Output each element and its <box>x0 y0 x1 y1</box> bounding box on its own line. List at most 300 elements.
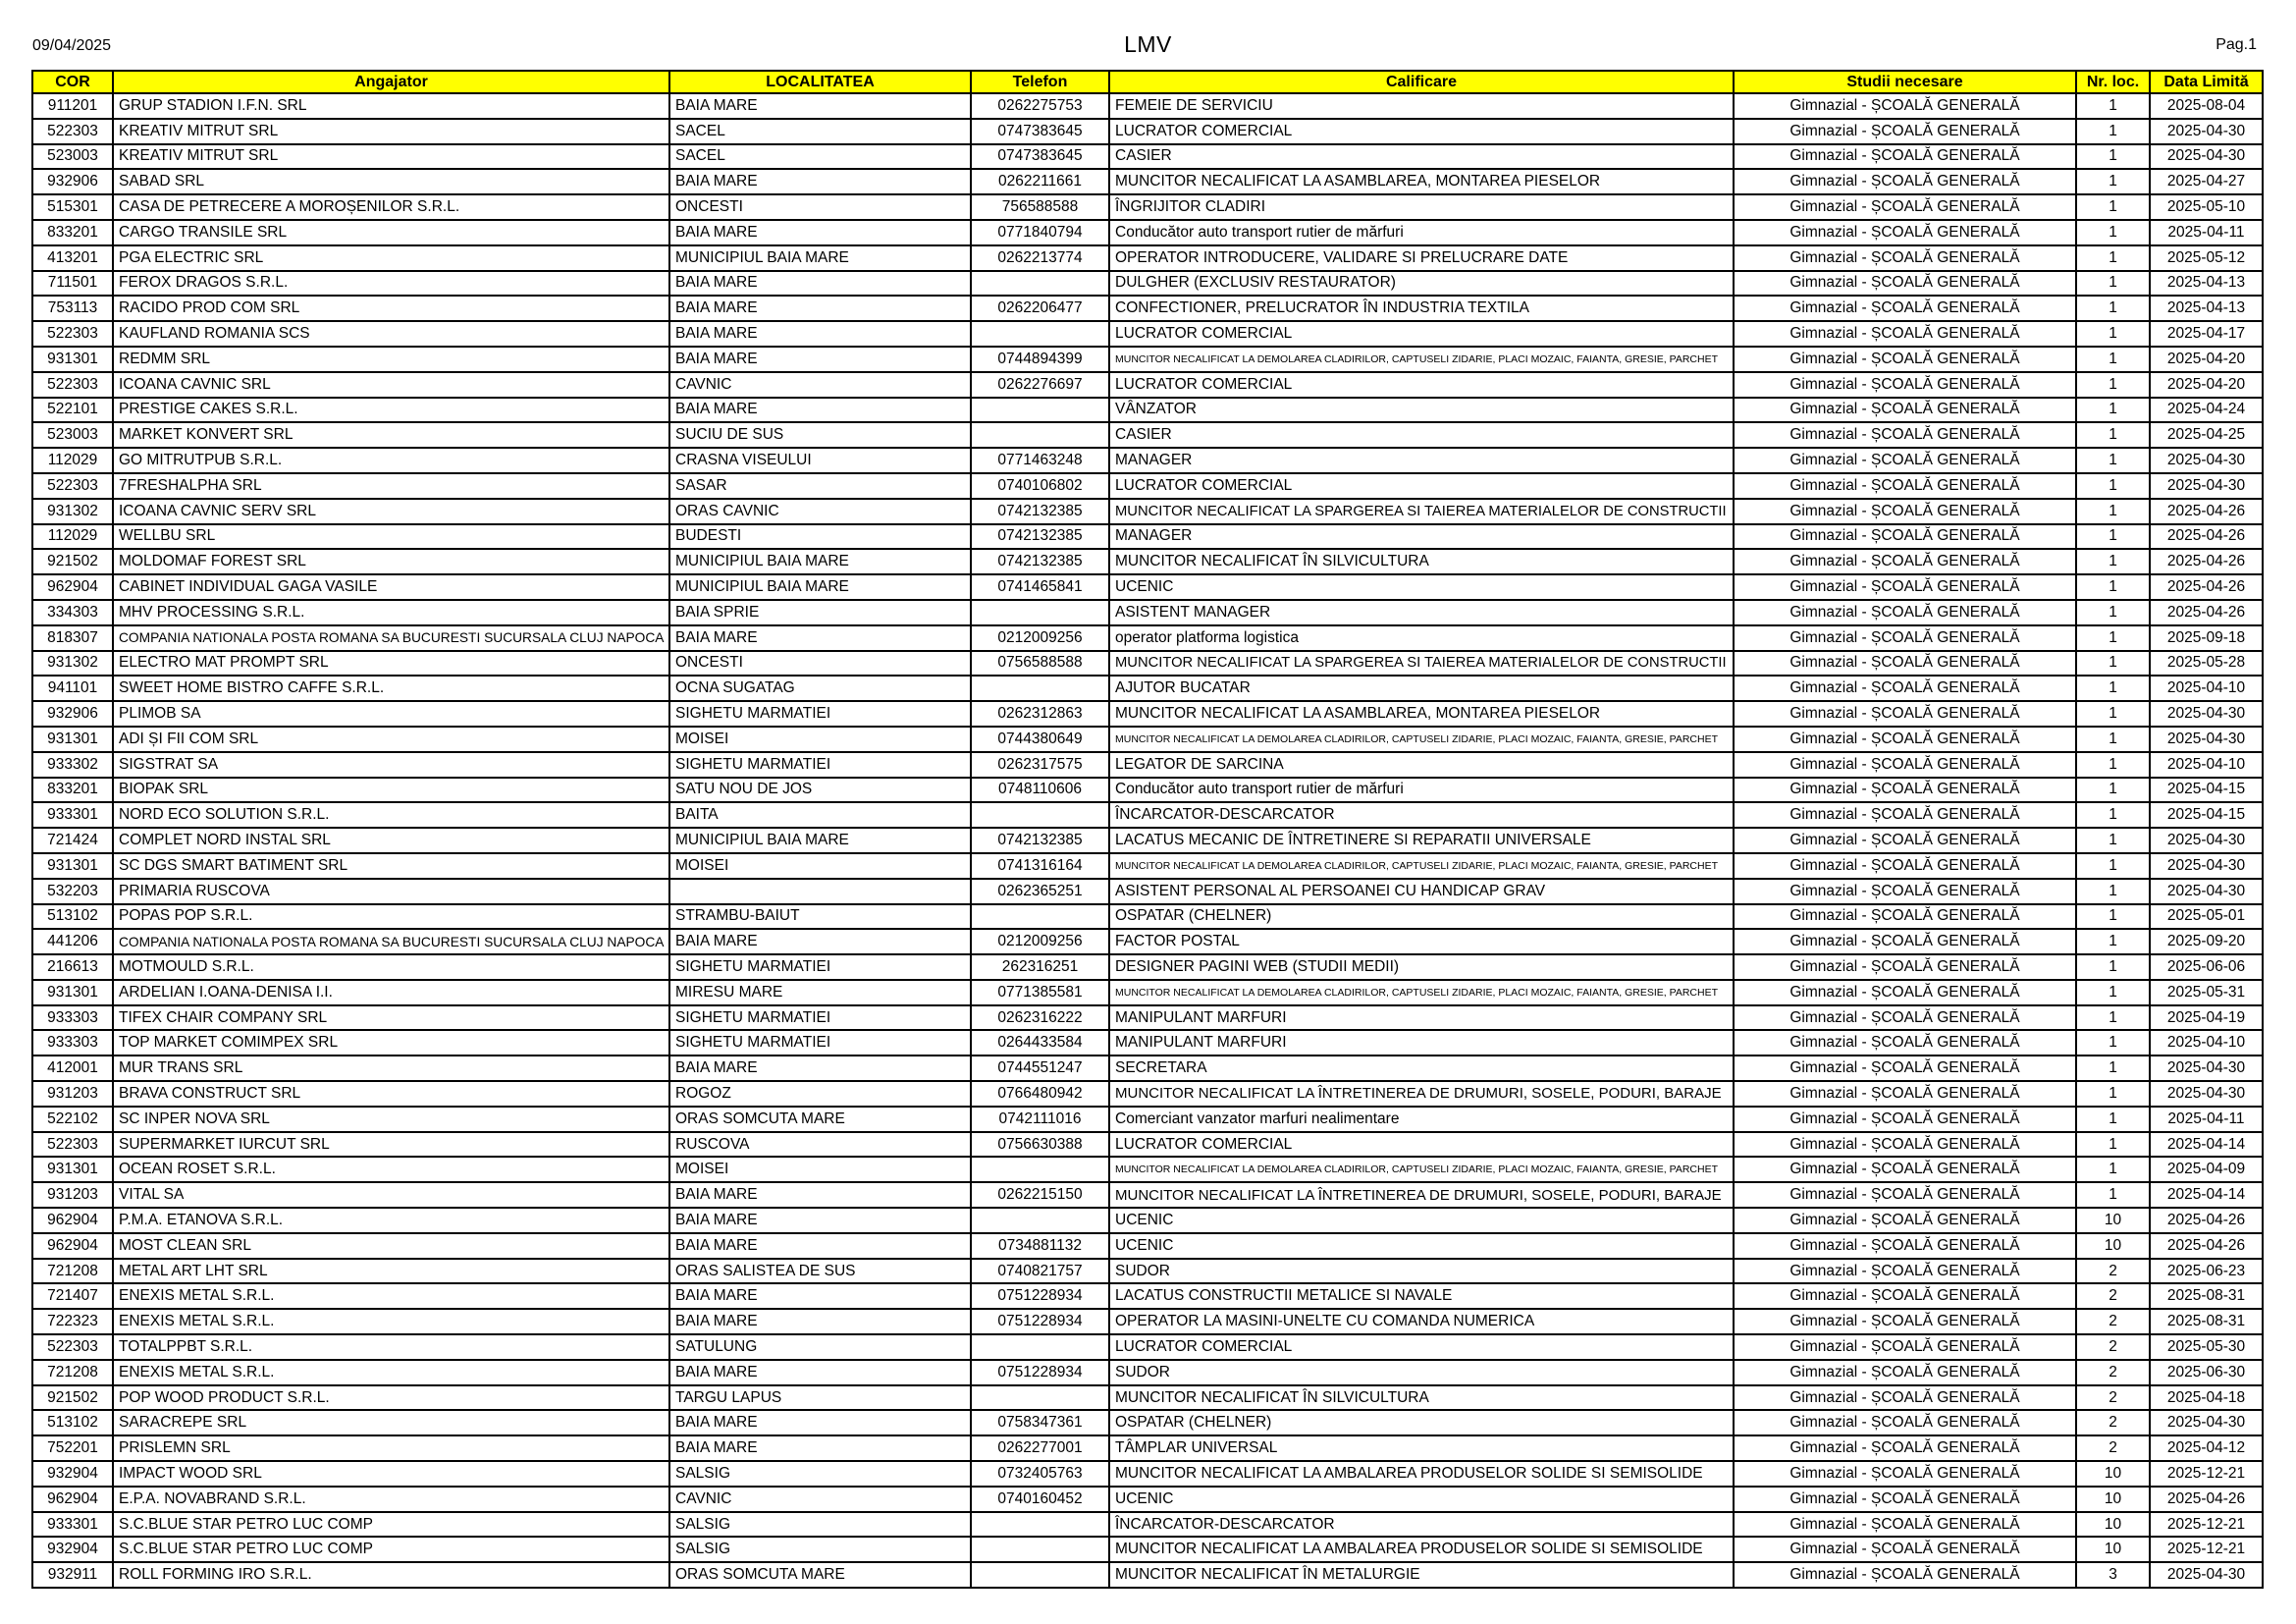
angajator-cell: S.C.BLUE STAR PETRO LUC COMP <box>113 1512 669 1538</box>
data-limita-cell: 2025-04-13 <box>2150 296 2263 321</box>
column-header-cor: COR <box>32 71 113 93</box>
telefon-cell: 756588588 <box>971 194 1109 220</box>
data-limita-cell: 2025-04-26 <box>2150 600 2263 625</box>
data-limita-cell: 2025-04-26 <box>2150 574 2263 600</box>
localitatea-cell: SALSIG <box>669 1461 971 1487</box>
telefon-cell: 0771385581 <box>971 980 1109 1005</box>
calificare-cell: LUCRATOR COMERCIAL <box>1109 119 1734 144</box>
data-limita-cell: 2025-04-19 <box>2150 1005 2263 1031</box>
telefon-cell: 0756588588 <box>971 651 1109 677</box>
localitatea-cell: CAVNIC <box>669 1487 971 1512</box>
table-row <box>32 1283 2263 1309</box>
table-row <box>32 347 2263 372</box>
calificare-cell: Conducător auto transport rutier de mărfuri <box>1109 778 1734 803</box>
studii-necesare-cell: Gimnazial - ȘCOALĂ GENERALĂ <box>1734 1562 2076 1588</box>
telefon-cell: 0212009256 <box>971 929 1109 954</box>
cor-cell: 513102 <box>32 1410 113 1435</box>
table-row <box>32 398 2263 423</box>
data-limita-cell: 2025-08-31 <box>2150 1283 2263 1309</box>
nr-loc-cell: 10 <box>2076 1461 2150 1487</box>
telefon-cell: 0740160452 <box>971 1487 1109 1512</box>
telefon-cell <box>971 1334 1109 1360</box>
localitatea-cell: BAIA MARE <box>669 93 971 119</box>
angajator-cell: POP WOOD PRODUCT S.R.L. <box>113 1385 669 1411</box>
cor-cell: 962904 <box>32 1487 113 1512</box>
studii-necesare-cell: Gimnazial - ȘCOALĂ GENERALĂ <box>1734 980 2076 1005</box>
angajator-cell: GO MITRUTPUB S.R.L. <box>113 448 669 473</box>
table-row <box>32 245 2263 271</box>
studii-necesare-cell: Gimnazial - ȘCOALĂ GENERALĂ <box>1734 1233 2076 1259</box>
table-row <box>32 1132 2263 1158</box>
localitatea-cell: BAIA MARE <box>669 1182 971 1208</box>
studii-necesare-cell: Gimnazial - ȘCOALĂ GENERALĂ <box>1734 220 2076 245</box>
table-row <box>32 651 2263 677</box>
angajator-cell: SC INPER NOVA SRL <box>113 1107 669 1132</box>
data-limita-cell: 2025-05-10 <box>2150 194 2263 220</box>
table-row <box>32 954 2263 980</box>
data-limita-cell: 2025-04-26 <box>2150 524 2263 550</box>
studii-necesare-cell: Gimnazial - ȘCOALĂ GENERALĂ <box>1734 651 2076 677</box>
table-row <box>32 828 2263 853</box>
calificare-cell: OSPATAR (CHELNER) <box>1109 1410 1734 1435</box>
telefon-cell: 0734881132 <box>971 1233 1109 1259</box>
studii-necesare-cell: Gimnazial - ȘCOALĂ GENERALĂ <box>1734 1259 2076 1284</box>
localitatea-cell: SALSIG <box>669 1537 971 1562</box>
calificare-cell: ASISTENT MANAGER <box>1109 600 1734 625</box>
telefon-cell: 0262215150 <box>971 1182 1109 1208</box>
nr-loc-cell: 1 <box>2076 549 2150 574</box>
calificare-cell: MUNCITOR NECALIFICAT LA ÎNTRETINEREA DE DRUMURI, SOSELE, PODURI, BARAJE <box>1109 1182 1734 1208</box>
localitatea-cell: ONCESTI <box>669 651 971 677</box>
studii-necesare-cell: Gimnazial - ȘCOALĂ GENERALĂ <box>1734 524 2076 550</box>
data-limita-cell: 2025-04-30 <box>2150 448 2263 473</box>
telefon-cell: 0742132385 <box>971 524 1109 550</box>
angajator-cell: E.P.A. NOVABRAND S.R.L. <box>113 1487 669 1512</box>
calificare-cell: MUNCITOR NECALIFICAT ÎN METALURGIE <box>1109 1562 1734 1588</box>
angajator-cell: ELECTRO MAT PROMPT SRL <box>113 651 669 677</box>
nr-loc-cell: 2 <box>2076 1283 2150 1309</box>
data-limita-cell: 2025-09-18 <box>2150 625 2263 651</box>
localitatea-cell: BAIA MARE <box>669 1410 971 1435</box>
data-limita-cell: 2025-05-01 <box>2150 904 2263 930</box>
cor-cell: 721208 <box>32 1360 113 1385</box>
cor-cell: 721407 <box>32 1283 113 1309</box>
telefon-cell: 0262277001 <box>971 1435 1109 1461</box>
nr-loc-cell: 1 <box>2076 752 2150 778</box>
nr-loc-cell: 1 <box>2076 1030 2150 1056</box>
data-limita-cell: 2025-05-12 <box>2150 245 2263 271</box>
localitatea-cell: OCNA SUGATAG <box>669 676 971 701</box>
localitatea-cell: RUSCOVA <box>669 1132 971 1158</box>
cor-cell: 932906 <box>32 701 113 727</box>
data-limita-cell: 2025-04-10 <box>2150 1030 2263 1056</box>
nr-loc-cell: 1 <box>2076 727 2150 752</box>
calificare-cell: MUNCITOR NECALIFICAT LA DEMOLAREA CLADIRILOR, CAPTUSELI ZIDARIE, PLACI MOZAIC, FAIANTA, GRESIE, PARCHET <box>1109 853 1734 879</box>
calificare-cell: AJUTOR BUCATAR <box>1109 676 1734 701</box>
cor-cell: 532203 <box>32 879 113 904</box>
cor-cell: 931203 <box>32 1081 113 1107</box>
angajator-cell: FEROX DRAGOS S.R.L. <box>113 271 669 297</box>
cor-cell: 441206 <box>32 929 113 954</box>
studii-necesare-cell: Gimnazial - ȘCOALĂ GENERALĂ <box>1734 802 2076 828</box>
data-limita-cell: 2025-04-26 <box>2150 549 2263 574</box>
studii-necesare-cell: Gimnazial - ȘCOALĂ GENERALĂ <box>1734 752 2076 778</box>
nr-loc-cell: 10 <box>2076 1487 2150 1512</box>
cor-cell: 931203 <box>32 1182 113 1208</box>
telefon-cell: 0748110606 <box>971 778 1109 803</box>
studii-necesare-cell: Gimnazial - ȘCOALĂ GENERALĂ <box>1734 727 2076 752</box>
nr-loc-cell: 2 <box>2076 1410 2150 1435</box>
data-limita-cell: 2025-08-04 <box>2150 93 2263 119</box>
localitatea-cell: BAIA MARE <box>669 296 971 321</box>
table-row <box>32 1360 2263 1385</box>
calificare-cell: ÎNGRIJITOR CLADIRI <box>1109 194 1734 220</box>
column-header-calificare: Calificare <box>1109 71 1734 93</box>
data-limita-cell: 2025-05-28 <box>2150 651 2263 677</box>
localitatea-cell: SIGHETU MARMATIEI <box>669 752 971 778</box>
telefon-cell: 0212009256 <box>971 625 1109 651</box>
angajator-cell: ADI ȘI FII COM SRL <box>113 727 669 752</box>
calificare-cell: LACATUS MECANIC DE ÎNTRETINERE SI REPARATII UNIVERSALE <box>1109 828 1734 853</box>
angajator-cell: MUR TRANS SRL <box>113 1056 669 1081</box>
telefon-cell: 0262276697 <box>971 372 1109 398</box>
nr-loc-cell: 1 <box>2076 245 2150 271</box>
cor-cell: 921502 <box>32 549 113 574</box>
calificare-cell: MUNCITOR NECALIFICAT LA DEMOLAREA CLADIRILOR, CAPTUSELI ZIDARIE, PLACI MOZAIC, FAIANTA, GRESIE, PARCHET <box>1109 1157 1734 1182</box>
telefon-cell <box>971 1157 1109 1182</box>
calificare-cell: MUNCITOR NECALIFICAT LA ASAMBLAREA, MONTAREA PIESELOR <box>1109 701 1734 727</box>
localitatea-cell: BUDESTI <box>669 524 971 550</box>
angajator-cell: MHV PROCESSING S.R.L. <box>113 600 669 625</box>
data-limita-cell: 2025-04-30 <box>2150 473 2263 499</box>
data-limita-cell: 2025-04-30 <box>2150 1410 2263 1435</box>
nr-loc-cell: 1 <box>2076 1157 2150 1182</box>
data-limita-cell: 2025-06-30 <box>2150 1360 2263 1385</box>
angajator-cell: WELLBU SRL <box>113 524 669 550</box>
telefon-cell <box>971 1385 1109 1411</box>
table-row <box>32 1562 2263 1588</box>
localitatea-cell: BAIA MARE <box>669 1283 971 1309</box>
localitatea-cell: MUNICIPIUL BAIA MARE <box>669 828 971 853</box>
angajator-cell: REDMM SRL <box>113 347 669 372</box>
calificare-cell: operator platforma logistica <box>1109 625 1734 651</box>
angajator-cell: COMPANIA NATIONALA POSTA ROMANA SA BUCURESTI SUCURSALA CLUJ NAPOCA <box>113 929 669 954</box>
studii-necesare-cell: Gimnazial - ȘCOALĂ GENERALĂ <box>1734 93 2076 119</box>
studii-necesare-cell: Gimnazial - ȘCOALĂ GENERALĂ <box>1734 1309 2076 1334</box>
calificare-cell: MANIPULANT MARFURI <box>1109 1005 1734 1031</box>
table-row <box>32 1537 2263 1562</box>
angajator-cell: METAL ART LHT SRL <box>113 1259 669 1284</box>
data-limita-cell: 2025-04-20 <box>2150 347 2263 372</box>
cor-cell: 818307 <box>32 625 113 651</box>
studii-necesare-cell: Gimnazial - ȘCOALĂ GENERALĂ <box>1734 1081 2076 1107</box>
studii-necesare-cell: Gimnazial - ȘCOALĂ GENERALĂ <box>1734 398 2076 423</box>
cor-cell: 413201 <box>32 245 113 271</box>
table-row <box>32 1435 2263 1461</box>
angajator-cell: COMPLET NORD INSTAL SRL <box>113 828 669 853</box>
data-limita-cell: 2025-04-17 <box>2150 321 2263 347</box>
telefon-cell <box>971 1537 1109 1562</box>
localitatea-cell: MOISEI <box>669 727 971 752</box>
telefon-cell: 0262312863 <box>971 701 1109 727</box>
studii-necesare-cell: Gimnazial - ȘCOALĂ GENERALĂ <box>1734 372 2076 398</box>
angajator-cell: MOTMOULD S.R.L. <box>113 954 669 980</box>
studii-necesare-cell: Gimnazial - ȘCOALĂ GENERALĂ <box>1734 144 2076 170</box>
cor-cell: 721424 <box>32 828 113 853</box>
calificare-cell: ÎNCARCATOR-DESCARCATOR <box>1109 802 1734 828</box>
data-limita-cell: 2025-04-14 <box>2150 1132 2263 1158</box>
angajator-cell: BIOPAK SRL <box>113 778 669 803</box>
studii-necesare-cell: Gimnazial - ȘCOALĂ GENERALĂ <box>1734 904 2076 930</box>
studii-necesare-cell: Gimnazial - ȘCOALĂ GENERALĂ <box>1734 1208 2076 1233</box>
nr-loc-cell: 1 <box>2076 144 2150 170</box>
table-row <box>32 904 2263 930</box>
table-row <box>32 1056 2263 1081</box>
cor-cell: 513102 <box>32 904 113 930</box>
localitatea-cell: BAIA MARE <box>669 929 971 954</box>
cor-cell: 933303 <box>32 1030 113 1056</box>
table-row <box>32 473 2263 499</box>
calificare-cell: MUNCITOR NECALIFICAT LA SPARGEREA SI TAIEREA MATERIALELOR DE CONSTRUCTII <box>1109 651 1734 677</box>
table-row <box>32 296 2263 321</box>
angajator-cell: ENEXIS METAL S.R.L. <box>113 1360 669 1385</box>
calificare-cell: LUCRATOR COMERCIAL <box>1109 1334 1734 1360</box>
localitatea-cell: SIGHETU MARMATIEI <box>669 1005 971 1031</box>
nr-loc-cell: 10 <box>2076 1512 2150 1538</box>
table-row <box>32 727 2263 752</box>
data-limita-cell: 2025-04-10 <box>2150 676 2263 701</box>
data-limita-cell: 2025-04-24 <box>2150 398 2263 423</box>
table-row <box>32 422 2263 448</box>
table-row <box>32 220 2263 245</box>
nr-loc-cell: 1 <box>2076 676 2150 701</box>
angajator-cell: TOP MARKET COMIMPEX SRL <box>113 1030 669 1056</box>
studii-necesare-cell: Gimnazial - ȘCOALĂ GENERALĂ <box>1734 1056 2076 1081</box>
angajator-cell: 7FRESHALPHA SRL <box>113 473 669 499</box>
data-limita-cell: 2025-04-13 <box>2150 271 2263 297</box>
nr-loc-cell: 1 <box>2076 574 2150 600</box>
column-header-data-limita: Data Limită <box>2150 71 2263 93</box>
angajator-cell: ARDELIAN I.OANA-DENISA I.I. <box>113 980 669 1005</box>
table-row <box>32 119 2263 144</box>
studii-necesare-cell: Gimnazial - ȘCOALĂ GENERALĂ <box>1734 600 2076 625</box>
telefon-cell: 0740821757 <box>971 1259 1109 1284</box>
data-limita-cell: 2025-06-06 <box>2150 954 2263 980</box>
telefon-cell <box>971 802 1109 828</box>
cor-cell: 931301 <box>32 853 113 879</box>
localitatea-cell: ORAS SOMCUTA MARE <box>669 1107 971 1132</box>
nr-loc-cell: 1 <box>2076 524 2150 550</box>
table-row <box>32 321 2263 347</box>
table-row <box>32 1182 2263 1208</box>
nr-loc-cell: 1 <box>2076 473 2150 499</box>
angajator-cell: SC DGS SMART BATIMENT SRL <box>113 853 669 879</box>
nr-loc-cell: 1 <box>2076 1056 2150 1081</box>
table-row <box>32 169 2263 194</box>
data-limita-cell: 2025-04-30 <box>2150 828 2263 853</box>
angajator-cell: SIGSTRAT SA <box>113 752 669 778</box>
nr-loc-cell: 1 <box>2076 600 2150 625</box>
calificare-cell: FACTOR POSTAL <box>1109 929 1734 954</box>
data-limita-cell: 2025-04-10 <box>2150 752 2263 778</box>
calificare-cell: MUNCITOR NECALIFICAT LA ÎNTRETINEREA DE DRUMURI, SOSELE, PODURI, BARAJE <box>1109 1081 1734 1107</box>
data-limita-cell: 2025-04-20 <box>2150 372 2263 398</box>
table-row <box>32 372 2263 398</box>
calificare-cell: DULGHER (EXCLUSIV RESTAURATOR) <box>1109 271 1734 297</box>
calificare-cell: Comerciant vanzator marfuri nealimentare <box>1109 1107 1734 1132</box>
calificare-cell: SECRETARA <box>1109 1056 1734 1081</box>
angajator-cell: VITAL SA <box>113 1182 669 1208</box>
cor-cell: 933303 <box>32 1005 113 1031</box>
studii-necesare-cell: Gimnazial - ȘCOALĂ GENERALĂ <box>1734 828 2076 853</box>
studii-necesare-cell: Gimnazial - ȘCOALĂ GENERALĂ <box>1734 853 2076 879</box>
studii-necesare-cell: Gimnazial - ȘCOALĂ GENERALĂ <box>1734 879 2076 904</box>
cor-cell: 962904 <box>32 1233 113 1259</box>
telefon-cell: 0741465841 <box>971 574 1109 600</box>
data-limita-cell: 2025-04-15 <box>2150 802 2263 828</box>
table-row <box>32 853 2263 879</box>
telefon-cell: 0742132385 <box>971 549 1109 574</box>
table-row <box>32 778 2263 803</box>
table-row <box>32 271 2263 297</box>
studii-necesare-cell: Gimnazial - ȘCOALĂ GENERALĂ <box>1734 1107 2076 1132</box>
cor-cell: 933302 <box>32 752 113 778</box>
data-limita-cell: 2025-04-30 <box>2150 879 2263 904</box>
localitatea-cell: BAIA MARE <box>669 271 971 297</box>
nr-loc-cell: 3 <box>2076 1562 2150 1588</box>
calificare-cell: MUNCITOR NECALIFICAT LA SPARGEREA SI TAIEREA MATERIALELOR DE CONSTRUCTII <box>1109 499 1734 524</box>
table-row <box>32 1334 2263 1360</box>
studii-necesare-cell: Gimnazial - ȘCOALĂ GENERALĂ <box>1734 119 2076 144</box>
data-limita-cell: 2025-04-15 <box>2150 778 2263 803</box>
telefon-cell <box>971 904 1109 930</box>
data-limita-cell: 2025-12-21 <box>2150 1461 2263 1487</box>
telefon-cell: 0744894399 <box>971 347 1109 372</box>
cor-cell: 112029 <box>32 448 113 473</box>
nr-loc-cell: 1 <box>2076 271 2150 297</box>
telefon-cell: 0744380649 <box>971 727 1109 752</box>
data-limita-cell: 2025-04-12 <box>2150 1435 2263 1461</box>
angajator-cell: KREATIV MITRUT SRL <box>113 144 669 170</box>
table-row <box>32 1461 2263 1487</box>
localitatea-cell: SIGHETU MARMATIEI <box>669 954 971 980</box>
localitatea-cell: CAVNIC <box>669 372 971 398</box>
table-row <box>32 194 2263 220</box>
data-limita-cell: 2025-05-30 <box>2150 1334 2263 1360</box>
studii-necesare-cell: Gimnazial - ȘCOALĂ GENERALĂ <box>1734 1157 2076 1182</box>
telefon-cell <box>971 422 1109 448</box>
studii-necesare-cell: Gimnazial - ȘCOALĂ GENERALĂ <box>1734 1487 2076 1512</box>
telefon-cell: 0747383645 <box>971 119 1109 144</box>
nr-loc-cell: 1 <box>2076 980 2150 1005</box>
nr-loc-cell: 1 <box>2076 929 2150 954</box>
telefon-cell <box>971 271 1109 297</box>
studii-necesare-cell: Gimnazial - ȘCOALĂ GENERALĂ <box>1734 245 2076 271</box>
cor-cell: 932911 <box>32 1562 113 1588</box>
localitatea-cell: BAIA MARE <box>669 398 971 423</box>
calificare-cell: FEMEIE DE SERVICIU <box>1109 93 1734 119</box>
studii-necesare-cell: Gimnazial - ȘCOALĂ GENERALĂ <box>1734 1360 2076 1385</box>
localitatea-cell: BAIA MARE <box>669 169 971 194</box>
telefon-cell: 0262206477 <box>971 296 1109 321</box>
studii-necesare-cell: Gimnazial - ȘCOALĂ GENERALĂ <box>1734 347 2076 372</box>
data-limita-cell: 2025-04-11 <box>2150 1107 2263 1132</box>
data-limita-cell: 2025-04-26 <box>2150 1487 2263 1512</box>
nr-loc-cell: 1 <box>2076 651 2150 677</box>
localitatea-cell: MOISEI <box>669 1157 971 1182</box>
calificare-cell: VÂNZATOR <box>1109 398 1734 423</box>
cor-cell: 931301 <box>32 980 113 1005</box>
calificare-cell: SUDOR <box>1109 1259 1734 1284</box>
table-row <box>32 499 2263 524</box>
cor-cell: 112029 <box>32 524 113 550</box>
data-limita-cell: 2025-04-26 <box>2150 1208 2263 1233</box>
calificare-cell: MUNCITOR NECALIFICAT LA DEMOLAREA CLADIRILOR, CAPTUSELI ZIDARIE, PLACI MOZAIC, FAIANTA, GRESIE, PARCHET <box>1109 727 1734 752</box>
telefon-cell <box>971 1208 1109 1233</box>
studii-necesare-cell: Gimnazial - ȘCOALĂ GENERALĂ <box>1734 1385 2076 1411</box>
table-row <box>32 524 2263 550</box>
cor-cell: 522101 <box>32 398 113 423</box>
angajator-cell: PRIMARIA RUSCOVA <box>113 879 669 904</box>
localitatea-cell: MUNICIPIUL BAIA MARE <box>669 245 971 271</box>
cor-cell: 962904 <box>32 574 113 600</box>
calificare-cell: MUNCITOR NECALIFICAT LA AMBALAREA PRODUSELOR SOLIDE SI SEMISOLIDE <box>1109 1461 1734 1487</box>
nr-loc-cell: 1 <box>2076 422 2150 448</box>
localitatea-cell: ROGOZ <box>669 1081 971 1107</box>
cor-cell: 522303 <box>32 321 113 347</box>
table-row <box>32 144 2263 170</box>
angajator-cell: POPAS POP S.R.L. <box>113 904 669 930</box>
table-row <box>32 701 2263 727</box>
data-limita-cell: 2025-09-20 <box>2150 929 2263 954</box>
localitatea-cell: BAIA MARE <box>669 220 971 245</box>
localitatea-cell: SIGHETU MARMATIEI <box>669 701 971 727</box>
cor-cell: 522303 <box>32 119 113 144</box>
calificare-cell: MANIPULANT MARFURI <box>1109 1030 1734 1056</box>
calificare-cell: OSPATAR (CHELNER) <box>1109 904 1734 930</box>
cor-cell: 932906 <box>32 169 113 194</box>
localitatea-cell: ORAS SOMCUTA MARE <box>669 1562 971 1588</box>
calificare-cell: MUNCITOR NECALIFICAT LA DEMOLAREA CLADIRILOR, CAPTUSELI ZIDARIE, PLACI MOZAIC, FAIANTA, GRESIE, PARCHET <box>1109 980 1734 1005</box>
cor-cell: 753113 <box>32 296 113 321</box>
table-row <box>32 93 2263 119</box>
nr-loc-cell: 1 <box>2076 954 2150 980</box>
column-header-angajator: Angajator <box>113 71 669 93</box>
data-limita-cell: 2025-04-26 <box>2150 1233 2263 1259</box>
localitatea-cell: SIGHETU MARMATIEI <box>669 1030 971 1056</box>
angajator-cell: IMPACT WOOD SRL <box>113 1461 669 1487</box>
studii-necesare-cell: Gimnazial - ȘCOALĂ GENERALĂ <box>1734 1030 2076 1056</box>
column-header-localitatea: LOCALITATEA <box>669 71 971 93</box>
cor-cell: 515301 <box>32 194 113 220</box>
nr-loc-cell: 1 <box>2076 625 2150 651</box>
calificare-cell: UCENIC <box>1109 574 1734 600</box>
data-limita-cell: 2025-08-31 <box>2150 1309 2263 1334</box>
nr-loc-cell: 1 <box>2076 194 2150 220</box>
calificare-cell: SUDOR <box>1109 1360 1734 1385</box>
nr-loc-cell: 1 <box>2076 1005 2150 1031</box>
telefon-cell: 0262213774 <box>971 245 1109 271</box>
localitatea-cell: SACEL <box>669 144 971 170</box>
nr-loc-cell: 1 <box>2076 347 2150 372</box>
nr-loc-cell: 2 <box>2076 1334 2150 1360</box>
nr-loc-cell: 1 <box>2076 904 2150 930</box>
localitatea-cell <box>669 879 971 904</box>
calificare-cell: CASIER <box>1109 422 1734 448</box>
nr-loc-cell: 1 <box>2076 499 2150 524</box>
telefon-cell: 0744551247 <box>971 1056 1109 1081</box>
telefon-cell: 0751228934 <box>971 1309 1109 1334</box>
